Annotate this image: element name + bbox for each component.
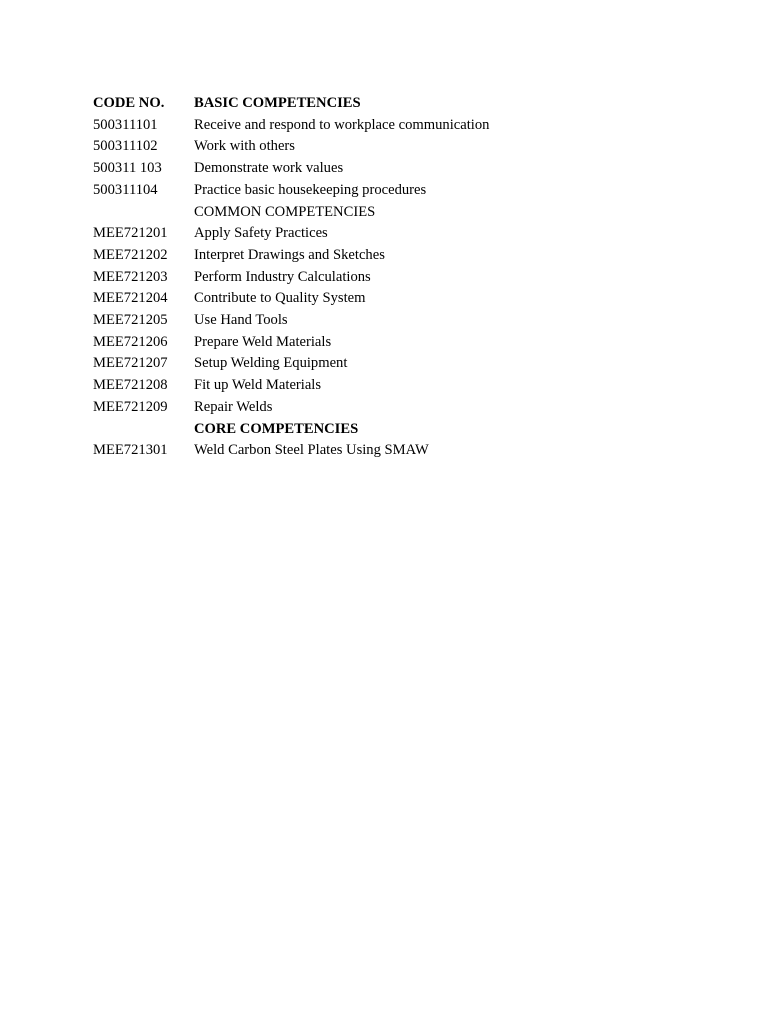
competency-table xyxy=(93,93,489,462)
competency-code: 500311 103 xyxy=(93,160,162,177)
table-row xyxy=(93,375,489,397)
basic-competencies-heading: BASIC COMPETENCIES xyxy=(194,95,361,111)
empty-code-cell xyxy=(93,202,194,224)
table-row xyxy=(93,440,489,462)
competency-title: Interpret Drawings and Sketches xyxy=(194,246,385,263)
competency-title: Apply Safety Practices xyxy=(194,225,328,242)
competency-title: Contribute to Quality System xyxy=(194,290,366,307)
competency-title: Weld Carbon Steel Plates Using SMAW xyxy=(194,442,429,459)
table-row xyxy=(93,353,489,375)
competency-code: MEE721301 xyxy=(93,442,168,459)
competency-code: MEE721209 xyxy=(93,398,168,415)
table-row xyxy=(93,288,489,310)
competency-title: Use Hand Tools xyxy=(194,312,288,329)
section-heading-row xyxy=(93,419,489,441)
code-column-header: CODE NO. xyxy=(93,95,165,111)
competency-code: MEE721206 xyxy=(93,333,168,350)
competency-title: Practice basic housekeeping procedures xyxy=(194,181,427,198)
competency-code: MEE721205 xyxy=(93,312,168,329)
table-row xyxy=(93,136,489,158)
table-row xyxy=(93,397,489,419)
competency-code: 500311104 xyxy=(93,181,158,198)
table-row xyxy=(93,245,489,267)
competency-code: MEE721207 xyxy=(93,355,168,372)
empty-code-cell xyxy=(93,419,194,441)
competency-title: Repair Welds xyxy=(194,398,273,415)
table-row xyxy=(93,115,489,137)
table-row xyxy=(93,267,489,289)
core-competencies-heading: CORE COMPETENCIES xyxy=(194,420,359,437)
competency-code: MEE721203 xyxy=(93,268,168,285)
competency-code: MEE721202 xyxy=(93,246,168,263)
competency-code: MEE721204 xyxy=(93,290,168,307)
competency-title: Perform Industry Calculations xyxy=(194,268,371,285)
table-row xyxy=(93,332,489,354)
section-heading-row xyxy=(93,202,489,224)
competency-code: 500311102 xyxy=(93,138,158,155)
common-competencies-heading: COMMON COMPETENCIES xyxy=(194,203,376,220)
competency-code: MEE721208 xyxy=(93,377,168,394)
table-row xyxy=(93,223,489,245)
competency-title: Prepare Weld Materials xyxy=(194,333,332,350)
competency-code: 500311101 xyxy=(93,116,158,133)
competency-title: Demonstrate work values xyxy=(194,160,344,177)
table-row xyxy=(93,310,489,332)
competency-title: Setup Welding Equipment xyxy=(194,355,348,372)
table-row xyxy=(93,158,489,180)
competency-title: Receive and respond to workplace communication xyxy=(194,116,490,133)
table-header-row xyxy=(93,93,489,115)
table-row xyxy=(93,180,489,202)
competency-title: Fit up Weld Materials xyxy=(194,377,322,394)
competency-code: MEE721201 xyxy=(93,225,168,242)
competency-title: Work with others xyxy=(194,138,295,155)
